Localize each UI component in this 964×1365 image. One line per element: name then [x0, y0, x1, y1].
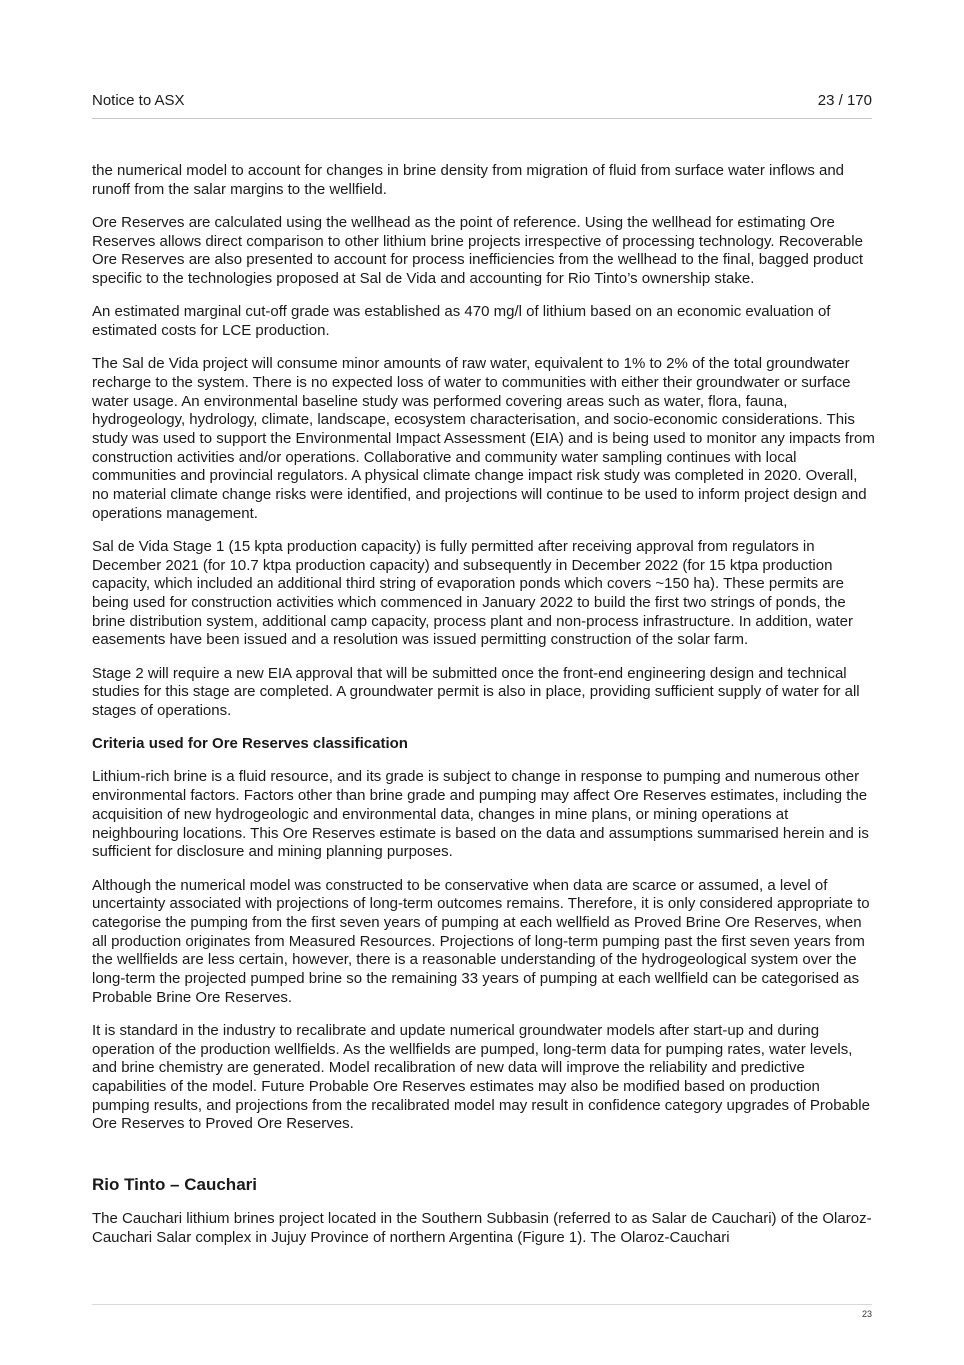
footer-page-number: 23	[861, 1309, 872, 1319]
paragraph: It is standard in the industry to recalibrate and update numerical groundwater models after start-up and during operation of the production wellfields. As the wellfields are pumped, long-term data for pumping rates, water levels, and brine chemistry are generated. Model recalibration of new data will improve the reliability and predictive capabilities of the model. Future Probable Ore Reserves estimates may also be modified based on production pumping results, and projections from the recalibrated model may result in confidence category upgrades of Probable Ore Reserves to Proved Ore Reserves.	[92, 1021, 870, 1133]
page-indicator: 23 / 170	[817, 92, 872, 109]
page-footer	[92, 1304, 872, 1319]
subheading: Criteria used for Ore Reserves classification	[92, 735, 408, 753]
section-heading: Rio Tinto – Cauchari	[92, 1175, 257, 1195]
paragraph: Ore Reserves are calculated using the wellhead as the point of reference. Using the wellhead for estimating Ore Reserves allows direct comparison to other lithium brine projects irrespective of processing technology. Recoverable Ore Reserves are also presented to account for process inefficiencies from the wellhead to the final, bagged product specific to the technologies proposed at Sal de Vida and accounting for Rio Tinto’s ownership stake.	[92, 213, 863, 288]
page-header	[92, 92, 872, 119]
document-title: Notice to ASX	[92, 92, 185, 109]
paragraph: The Cauchari lithium brines project located in the Southern Subbasin (referred to as Salar de Cauchari) of the Olaroz-Cauchari Salar complex in Jujuy Province of northern Argentina (Figure 1). The Olaroz-Cauchari	[92, 1210, 872, 1246]
paragraph: Stage 2 will require a new EIA approval that will be submitted once the front-end engineering design and technical studies for this stage are completed. A groundwater permit is also in place, providing sufficient supply of water for all stages of operations.	[92, 664, 860, 720]
paragraph: The Sal de Vida project will consume minor amounts of raw water, equivalent to 1% to 2% of the total groundwater recharge to the system. There is no expected loss of water to communities with either their groundwater or surface water usage. An environmental baseline study was performed covering areas such as water, flora, fauna, hydrogeology, hydrology, climate, landscape, ecosystem characterisation, and socio-economic considerations. This study was used to support the Environmental Impact Assessment (EIA) and is being used to monitor any impacts from construction activities and/or operations. Collaborative and community water sampling continues with local communities and provincial regulators. A physical climate change impact risk study was completed in 2020. Overall, no material climate change risks were identified, and projections will continue to be used to inform project design and operations management.	[92, 355, 875, 522]
paragraph: Lithium-rich brine is a fluid resource, and its grade is subject to change in response to pumping and numerous other environmental factors. Factors other than brine grade and pumping may affect Ore Reserves estimates, including the acquisition of new hydrogeologic and environmental data, changes in mine plans, or mining operations at neighbouring locations. This Ore Reserves estimate is based on the data and assumptions summarised herein and is sufficient for disclosure and mining planning purposes.	[92, 768, 869, 861]
paragraph: Sal de Vida Stage 1 (15 kpta production capacity) is fully permitted after receiving approval from regulators in December 2021 (for 10.7 ktpa production capacity) and subsequently in December 2022 (for 15 ktpa production capacity, which included an additional third string of evaporation ponds which covers ~150 ha). These permits are being used for construction activities which commenced in January 2022 to build the first two strings of ponds, the brine distribution system, additional camp capacity, process plant and non-process infrastructure. In addition, water easements have been issued and a resolution was issued permitting construction of the solar farm.	[92, 537, 853, 649]
paragraph: Although the numerical model was constructed to be conservative when data are scarce or assumed, a level of uncertainty associated with projections of long-term outcomes remains. Therefore, it is only considered appropriate to categorise the pumping from the first seven years of pumping at each wellfield as Proved Brine Ore Reserves, when all production originates from Measured Resources. Projections of long-term pumping past the first seven years from the wellfields are less certain, however, there is a reasonable understanding of the hydrogeological system over the long-term the projected pumped brine so the remaining 33 years of pumping at each wellfield can be categorised as Probable Brine Ore Reserves.	[92, 876, 870, 1006]
document-body	[92, 162, 877, 1262]
paragraph: An estimated marginal cut-off grade was established as 470 mg/l of lithium based on an economic evaluation of estimated costs for LCE production.	[92, 303, 831, 339]
paragraph: the numerical model to account for changes in brine density from migration of fluid from surface water inflows and runoff from the salar margins to the wellfield.	[92, 162, 845, 198]
